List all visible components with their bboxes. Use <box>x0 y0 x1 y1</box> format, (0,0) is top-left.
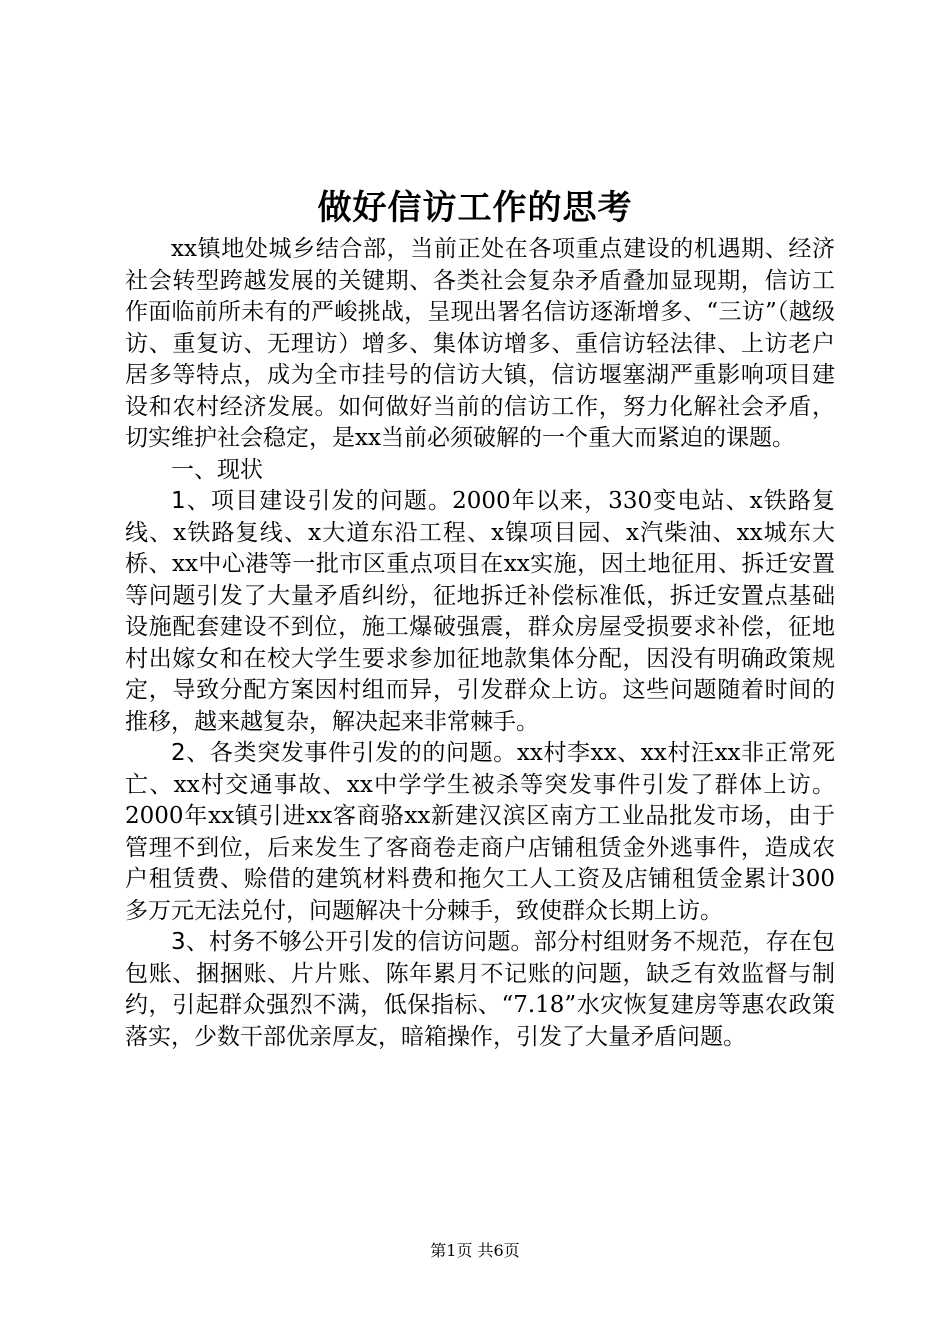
document-title: 做好信访工作的思考 <box>317 188 633 228</box>
intro-paragraph: xx镇地处城乡结合部，当前正处在各项重点建设的机遇期、经济社会转型跨越发展的关键期、各类社会复杂矛盾叠加显现期，信访工作面临前所未有的严峻挑战，呈现出署名信访逐渐增多、“三访”（越级访、重复访、无理访）增多、集体访增多、重信访轻法律、上访老户居多等特点，成为全市挂号的信访大镇，信访堰塞湖严重影响项目建设和农村经济发展。如何做好当前的信访工作，努力化解社会矛盾，切实维护社会稳定，是xx当前必须破解的一个重大而紧迫的课题。 <box>125 236 835 451</box>
item-text: xx村李xx、xx村汪xx非正常死亡、xx村交通事故、xx中学学生被杀等突发事件引发了群体上访。2000年xx镇引进xx客商骆xx新建汉滨区南方工业品批发市场，由于管理不到位，后来发生了客商卷走商户店铺租赁金外逃事件，造成农户租赁费、赊借的建筑材料费和拖欠工人工资及店铺租赁金累计300多万元无法兑付，问题解决十分棘手，致使群众长期上访。 <box>125 740 835 924</box>
document-body <box>125 234 835 1053</box>
item-heading: 1、项目建设引发的问题。 <box>171 488 453 514</box>
item-paragraph-3 <box>125 927 835 1053</box>
item-text: 部分村组财务不规范，存在包包账、捆捆账、片片账、陈年累月不记账的问题，缺乏有效监督与制约，引起群众强烈不满，低保指标、“7.18”水灾恢复建房等惠农政策落实，少数干部优亲厚友，暗箱操作，引发了大量矛盾问题。 <box>125 929 835 1050</box>
section-heading-status <box>125 455 835 487</box>
item-text: 2000年以来，330变电站、x铁路复线、x铁路复线、x大道东沿工程、x镍项目园、x汽柴油、xx城东大桥、xx中心港等一批市区重点项目在xx实施，因土地征用、拆迁安置等问题引发了大量矛盾纠纷，征地拆迁补偿标准低，拆迁安置点基础设施配套建设不到位，施工爆破强震，群众房屋受损要求补偿，征地村出嫁女和在校大学生要求参加征地款集体分配，因没有明确政策规定，导致分配方案因村组而异，引发群众上访。这些问题随着时间的推移，越来越复杂，解决起来非常棘手。 <box>125 488 836 735</box>
item-heading: 2、各类突发事件引发的的问题。 <box>171 740 517 766</box>
item-heading: 3、村务不够公开引发的信访问题。 <box>171 929 534 955</box>
item-paragraph-2 <box>125 738 835 927</box>
item-paragraph-1 <box>125 486 835 738</box>
page-footer: 第1页 共6页 <box>430 1241 520 1260</box>
section-heading-label: 一、现状 <box>171 456 263 483</box>
